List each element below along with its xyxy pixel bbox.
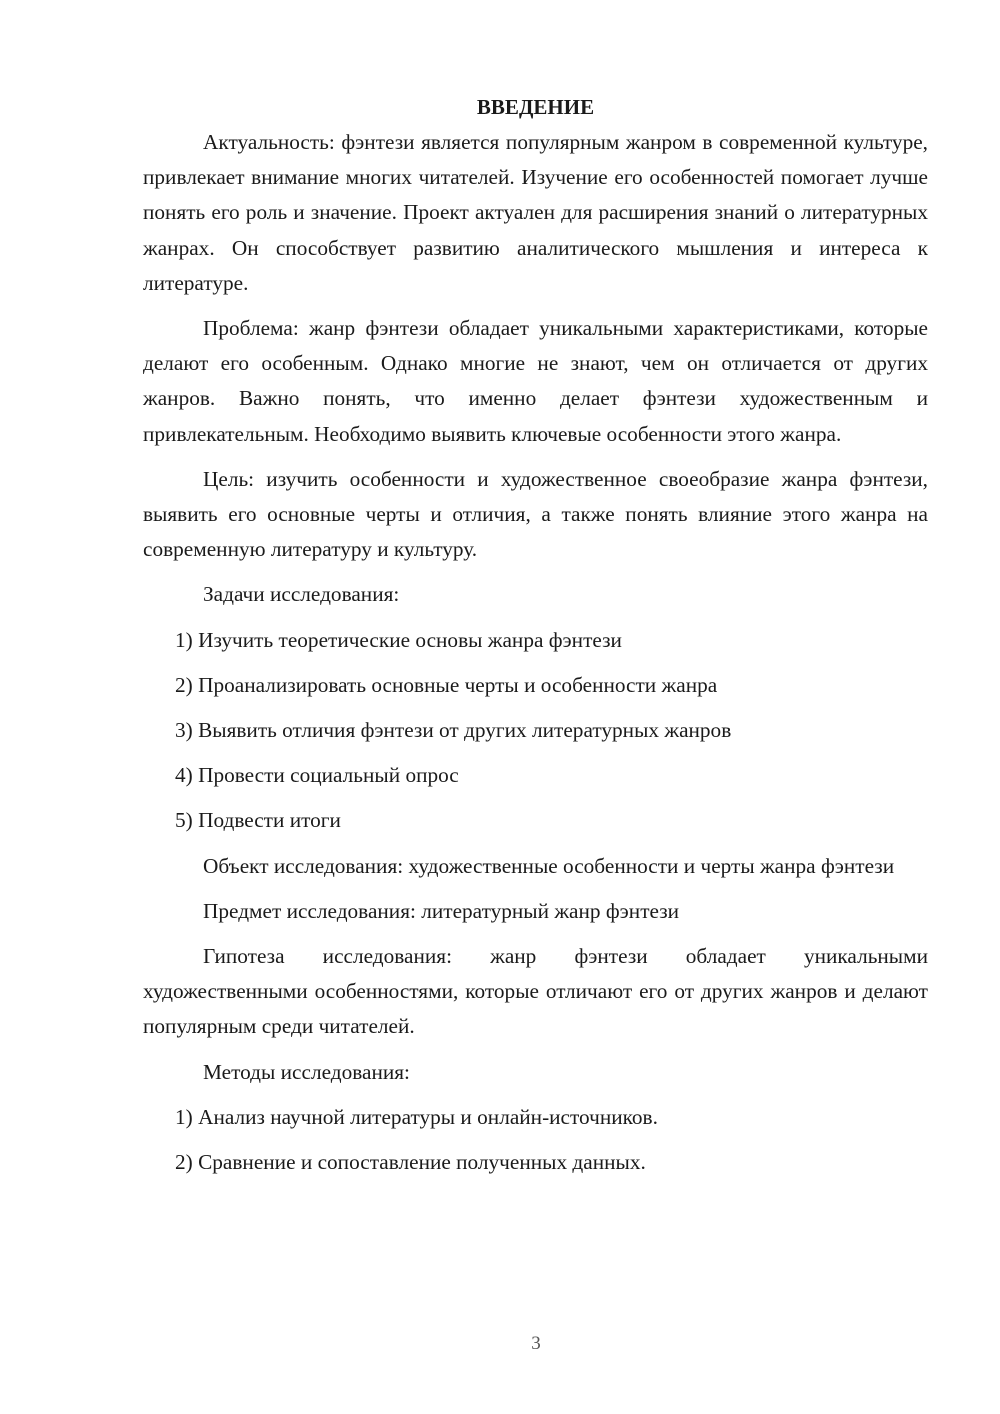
method-item: 1) Анализ научной литературы и онлайн-источников. — [175, 1104, 658, 1129]
task-item: 4) Провести социальный опрос — [175, 763, 459, 788]
tasks-heading: Задачи исследования: — [203, 582, 400, 607]
problem-paragraph: Проблема: жанр фэнтези обладает уникальными характеристиками, которые делают его особенным. Однако многие не знают, чем он отличается от других жанров. Важно понять, что именно делает фэнтези художественным и привлекательным. Необходимо выявить ключевые особенности этого жанра. — [143, 316, 928, 446]
page-title: ВВЕДЕНИЕ — [476, 95, 595, 119]
methods-list — [143, 1100, 928, 1180]
hypothesis-paragraph: Гипотеза исследования: жанр фэнтези обладает уникальными художественными особенностями, которые отличают его от других жанров и делают популярным среди читателей. — [143, 944, 928, 1039]
task-item: 2) Проанализировать основные черты и особенности жанра — [175, 672, 718, 697]
relevance-paragraph: Актуальность: фэнтези является популярным жанром в современной культуре, привлекает внимание многих читателей. Изучение его особенностей помогает лучше понять его роль и значение. Проект актуален для расширения знаний о литературных жанрах. Он способствует развитию аналитического мышления и интереса к литературе. — [143, 130, 928, 295]
task-item: 5) Подвести итоги — [175, 808, 341, 833]
document-page — [143, 92, 928, 1190]
object-paragraph: Объект исследования: художественные особенности и черты жанра фэнтези — [203, 853, 895, 878]
task-item: 1) Изучить теоретические основы жанра фэнтези — [175, 627, 622, 652]
task-item: 3) Выявить отличия фэнтези от других литературных жанров — [175, 718, 732, 743]
page-number: 3 — [531, 1333, 541, 1354]
goal-paragraph: Цель: изучить особенности и художественное своеобразие жанра фэнтези, выявить его основные черты и отличия, а также понять влияние этого жанра на современную литературу и культуру. — [143, 466, 928, 562]
subject-paragraph: Предмет исследования: литературный жанр фэнтези — [203, 898, 680, 923]
tasks-list — [143, 623, 928, 839]
methods-heading: Методы исследования: — [203, 1059, 410, 1084]
method-item: 2) Сравнение и сопоставление полученных данных. — [175, 1150, 646, 1175]
